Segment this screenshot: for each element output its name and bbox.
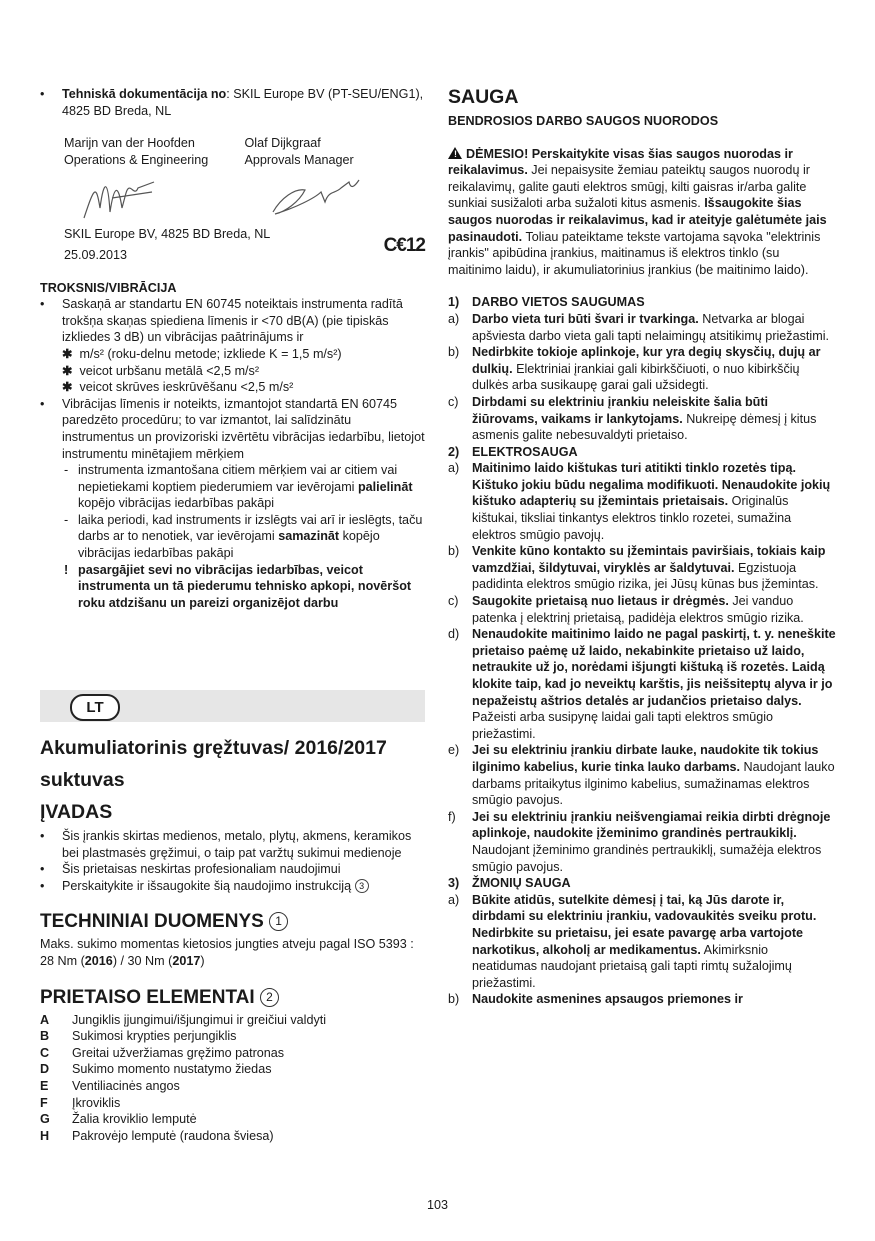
signature-1: [64, 168, 245, 226]
safety-subtitle: BENDROSIOS DARBO SAUGOS NUORODOS: [448, 114, 719, 128]
safety-item-bold: Naudokite asmenines apsaugos priemones ir: [472, 992, 743, 1007]
safety-item-text: Netvarka ar blogai apšviesta darbo vieta gali tapti nelaimingų atsitikimų priežastimi.: [472, 311, 829, 343]
safety-item: [448, 543, 836, 593]
element-key: H: [40, 1128, 50, 1143]
warning-icon: !: [448, 147, 462, 159]
tech-text-e: ): [200, 953, 205, 968]
section-3-list: [448, 892, 836, 1008]
tech-data: [40, 936, 425, 969]
intro-bullet-2-text: Šis prietaisas neskirtas profesionaliam naudojimui: [62, 862, 341, 877]
element-row: [40, 1061, 425, 1078]
ce-mark: C€12: [383, 235, 425, 257]
element-label: Įkroviklis: [72, 1095, 121, 1110]
signer-2: [245, 135, 426, 226]
safety-item: [448, 809, 836, 875]
element-row: [40, 1078, 425, 1095]
safety-item-key: d): [448, 627, 460, 642]
tech-text-d: 2017: [172, 953, 201, 968]
page-number: 103: [426, 1198, 448, 1212]
figure-ref-2: 2: [260, 988, 279, 1007]
safety-item-bold: Nedirbkite tokioje aplinkoje, kur yra degių skysčių, dujų ar dulkių.: [472, 345, 821, 376]
safety-item-key: a): [448, 311, 460, 326]
element-key: D: [40, 1062, 50, 1077]
language-badge: LT: [70, 694, 120, 721]
vib-d2-c: kopējo vibrācijas iedarbības pakāpi: [78, 529, 380, 561]
vib-d2-a: laika periodi, kad instruments ir izslēgts vai arī ir ieslēgts, taču darbs ar to nenotiek, var ievērojami: [78, 512, 423, 544]
right-column: [448, 86, 836, 1008]
asterisk-icon: ✱: [62, 363, 73, 378]
warn-b2: Išsaugokite šias saugos nuorodas ir reikalavimus, kad ir ateityje galėtumėte jais pasinaudoti.: [448, 196, 827, 244]
s1-num: 1): [448, 295, 460, 310]
safety-item: [448, 991, 836, 1008]
tech-heading-row: [40, 908, 425, 936]
safety-item-bold: Nenaudokite maitinimo laido ne pagal paskirtį, t. y. neneškite prietaiso paėmę už laido, nekabinkite prietaiso už laido, netraukite už jo, norėdami išjungti kištuką iš rozetės. Laidą klokite taip, kad jo neveiktų karštis, jis neišsiteptų alyva ir jo nepažeistų aštrios detalės ar judančios prietaiso dalys.: [472, 627, 836, 708]
safety-item: [448, 344, 836, 394]
element-label: Jungiklis įjungimui/išjungimui ir greičiui valdyti: [72, 1012, 327, 1027]
safety-item-key: b): [448, 345, 460, 360]
tech-doc-item: • Tehniskā dokumentācija no: SKIL Europe BV (PT-SEU/ENG1), 4825 BD Breda, NL: [40, 87, 424, 118]
safety-item-key: f): [448, 809, 456, 824]
vibration-dash-1: - instrumenta izmantošana citiem mērķiem vai ar citiem vai nepietiekami koptiem piederumiem var ievērojami palielināt kopējo vibrācijas iedarbības pakāpi: [64, 463, 413, 511]
intro-bullet-3-text: Perskaitykite ir išsaugokite šią naudojimo instrukciją: [62, 878, 352, 893]
lt-section: [40, 732, 425, 1144]
safety-item-key: c): [448, 594, 459, 609]
element-key: F: [40, 1095, 48, 1110]
element-label: Žalia kroviklio lemputė: [72, 1112, 197, 1127]
tech-doc-label: Tehniskā dokumentācija no: [62, 87, 227, 101]
vib-d2-b: samazināt: [278, 529, 340, 544]
element-label: Pakrovėjo lemputė (raudona šviesa): [72, 1128, 274, 1143]
s3-num: 3): [448, 876, 460, 891]
safety-item: [448, 593, 836, 626]
noise-star-1: veicot urbšanu metālā <2,5 m/s²: [76, 363, 260, 378]
asterisk-icon: ✱: [62, 380, 73, 395]
vib-d1-b: palielināt: [357, 479, 413, 494]
element-label: Sukimo momento nustatymo žiedas: [72, 1062, 272, 1077]
intro-bullet-3: • Perskaitykite ir išsaugokite šią naudojimo instrukciją 3: [40, 878, 425, 895]
signer-2-name: Olaf Dijkgraaf: [244, 136, 321, 151]
safety-item-key: b): [448, 992, 460, 1007]
company-address: SKIL Europe BV, 4825 BD Breda, NL: [64, 227, 271, 242]
noise-text: Saskaņā ar standartu EN 60745 noteiktais instrumenta radītā trokšņa skaņas spiediena līmenis ir <70 dB(A) (pie tipiskās izkliedes 3 dB) un vibrācijas paātrinājums ir: [62, 297, 403, 345]
safety-item: [448, 311, 836, 344]
safety-item-bold: Jei su elektriniu įrankiu neišvengiamai reikia dirbti drėgnoje aplinkoje, naudokite įžeminimo grandinės pertraukiklį.: [472, 809, 831, 841]
section-2-list: [448, 460, 836, 875]
tech-heading: TECHNINIAI DUOMENYS: [40, 911, 264, 933]
element-key: A: [40, 1012, 50, 1027]
s2-num: 2): [448, 444, 460, 459]
figure-ref-3: 3: [355, 879, 369, 893]
safety-item-text: Pažeisti arba susipynę laidai gali tapti elektros smūgio priežastimi.: [472, 710, 774, 741]
intro-bullet-1: • Šis įrankis skirtas medienos, metalo, plytų, akmens, keramikos bei plastmasės gręžimui, o taip pat varžtų sukimui medienoje: [40, 828, 425, 861]
vibration-text: Vibrācijas līmenis ir noteikts, izmantojot standartā EN 60745 paredzēto procedūru; to var izmantot, lai salīdzinātu instrumentus un provizoriski izvērtētu vibrācijas iedarbību, lietojot instrumentu minētajiem mērķiem: [62, 396, 425, 461]
warn-t1: Jei nepaisysite žemiau pateiktų saugos nuorodų ir reikalavimų, galite gauti elektros smūgį, kilti gaisras ir/arba galite sunkiai susižaloti arba sužaloti kitus asmenis.: [448, 163, 810, 211]
safety-item-text: Elektriniai įrankiai gali kibirkščiuoti, o nuo kibirkščių dulkės arba susikaupę garai gali užsidegti.: [472, 361, 800, 393]
signature-2: [245, 168, 426, 226]
safety-item-bold: Būkite atidūs, sutelkite dėmesį į tai, ką Jūs darote ir, dirbdami su elektriniu įrankiu, vadovaukitės sveiku protu. Nedirbkite su prietaisu, jei esate pavargę arba vartojote narkotikus, alkoholį ar medikamentus.: [472, 892, 817, 957]
element-label: Ventiliacinės angos: [72, 1078, 180, 1093]
section-2-heading: [448, 444, 836, 461]
figure-ref-1: 1: [269, 912, 288, 931]
element-row: [40, 1095, 425, 1112]
element-key: C: [40, 1045, 50, 1060]
elements-heading: PRIETAISO ELEMENTAI: [40, 986, 255, 1008]
tech-text-b: 2016: [84, 953, 113, 968]
safety-item-text: Nukreipę dėmesį į kitus asmenis galite nebesuvaldyti prietaiso.: [472, 411, 817, 443]
safety-item: [448, 892, 836, 992]
vibration-exclaim: ! pasargājiet sevi no vibrācijas iedarbības, veicot instrumenta un tā piederumu tehnisko apkopi, novēršot roku atdzišanu un pareizi organizējot darbu: [64, 562, 412, 610]
safety-item-text: Naudojant lauko darbams pritaikytus ilginimo kabelius, sumažinamas elektros smūgio pavojus.: [472, 759, 835, 808]
safety-item: [448, 460, 836, 543]
safety-item: [448, 742, 836, 808]
s3-title: ŽMONIŲ SAUGA: [472, 876, 571, 891]
tech-doc-text: : SKIL Europe BV (PT-SEU/ENG1), 4825 BD Breda, NL: [62, 87, 424, 118]
noise-item: • Saskaņā ar standartu EN 60745 noteiktais instrumenta radītā trokšņa skaņas spiediena līmenis ir <70 dB(A) (pie tipiskās izkliedes 3 dB) un vibrācijas paātrinājums ir ✱ m/s² (roku-delnu metode; izkliede K = 1,5 m/s²) ✱ veicot urbšanu metālā <2,5 m/s² ✱ veicot skrūves ieskrūvēšanu <2,5 m/s²: [40, 297, 403, 395]
element-row: [40, 1012, 425, 1029]
element-label: Sukimosi krypties perjungiklis: [72, 1029, 237, 1044]
vib-d1-c: kopējo vibrācijas iedarbības pakāpi: [78, 496, 275, 511]
s1-title: DARBO VIETOS SAUGUMAS: [472, 295, 645, 310]
element-row: [40, 1111, 425, 1128]
safety-item-text: Akimirksnio neatidumas naudojant prietaisą gali tapti rimtų sužalojimų priežastimi.: [472, 942, 792, 990]
intro-bullet-2: • Šis prietaisas neskirtas profesionaliam naudojimui: [40, 862, 341, 877]
intro-heading: ĮVADAS: [40, 801, 113, 823]
safety-item-key: a): [448, 461, 460, 476]
signer-1: [64, 135, 245, 226]
safety-item-bold: Jei su elektriniu įrankiu dirbate lauke, naudokite tik tokius ilginimo kabelius, kurie tinka lauko darbams.: [472, 743, 819, 774]
safety-item-key: e): [448, 743, 460, 758]
safety-item-key: b): [448, 544, 460, 559]
date: 25.09.2013: [64, 247, 128, 262]
company-block: [64, 226, 425, 263]
warn-t2: Toliau pateiktame tekste vartojama sąvoka "elektrinis įrankis" apibūdina įrankius, maitinamus iš elektros tinklo (su maitinimo laidu), ir akumuliatorinius įrankius (be maitinimo laido).: [448, 229, 821, 277]
safety-item-bold: Darbo vieta turi būti švari ir tvarkinga.: [472, 311, 699, 326]
product-title-1: Akumuliatorinis gręžtuvas/ 2016/2017: [40, 737, 387, 759]
element-row: [40, 1045, 425, 1062]
element-key: G: [40, 1112, 50, 1127]
product-title-2: suktuvas: [40, 769, 125, 791]
safety-title: SAUGA: [448, 86, 519, 108]
safety-item-bold: Venkite kūno kontakto su įžemintais paviršiais, tokiais kaip vamzdžiai, šildytuvai, viryklės ar šaldytuvai.: [472, 544, 826, 575]
element-key: B: [40, 1029, 50, 1044]
signer-2-title: Approvals Manager: [244, 152, 354, 167]
elements-heading-row: [40, 984, 425, 1012]
asterisk-icon: ✱: [62, 346, 73, 361]
safety-item-key: c): [448, 394, 459, 409]
tech-text-a: Maks. sukimo momentas kietosios jungties atveju pagal ISO 5393 : 28 Nm (: [40, 937, 414, 968]
safety-item: [448, 626, 836, 742]
element-row: [40, 1028, 425, 1045]
signer-1-name: Marijn van der Hoofden: [64, 136, 195, 151]
vibration-item: • Vibrācijas līmenis ir noteikts, izmantojot standartā EN 60745 paredzēto procedūru; to var izmantot, lai salīdzinātu instrumentus un provizoriski izvērtētu vibrācijas iedarbību, lietojot instrumentu minētajiem mērķiem: [40, 396, 425, 461]
safety-item-text: Originalūs kištukai, tiksliai tinkantys elektros tinklo rozetei, sumažina elektros smūgio pavojų.: [472, 494, 792, 542]
intro-bullet-1-text: Šis įrankis skirtas medienos, metalo, plytų, akmens, keramikos bei plastmasės gręžimui, o taip pat varžtų sukimui medienoje: [62, 829, 412, 860]
section-1-list: [448, 311, 836, 444]
vibration-dash-2: - laika periodi, kad instruments ir izslēgts vai arī ir ieslēgts, taču darbs ar to nenotiek, var ievērojami samazināt kopējo vibrācijas iedarbības pakāpi: [64, 512, 423, 561]
safety-item-text: Naudojant įžeminimo grandinės pertraukiklį, sumažėja elektros smūgio pavojus.: [472, 842, 822, 874]
signers: [64, 135, 425, 226]
signer-1-title: Operations & Engineering: [64, 152, 209, 167]
vib-excl-text: pasargājiet sevi no vibrācijas iedarbības, veicot instrumenta un tā piederumu tehnisko apkopi, novēršot roku atdzišanu un pareizi organizējot darbu: [78, 562, 412, 610]
element-key: E: [40, 1078, 49, 1093]
section-3-heading: [448, 875, 836, 892]
safety-item-key: a): [448, 892, 460, 907]
warn-b1: DĖMESIO! Perskaitykite visas šias saugos nuorodas ir reikalavimus.: [448, 146, 793, 178]
noise-text-cont: m/s² (roku-delnu metode; izkliede K = 1,5 m/s²): [76, 346, 342, 361]
s2-title: ELEKTROSAUGA: [472, 444, 578, 459]
tech-text-c: ) / 30 Nm (: [112, 953, 173, 968]
noise-star-2: veicot skrūves ieskrūvēšanu <2,5 m/s²: [76, 380, 294, 395]
safety-item-bold: Maitinimo laido kištukas turi atitikti tinklo rozetės tipą. Kištuko jokiu būdu negalima modifikuoti. Nenaudokite jokių kištuko adapterių su įžemintais prietaisais.: [472, 461, 831, 509]
vib-d1-a: instrumenta izmantošana citiem mērķiem vai ar citiem vai nepietiekami koptiem piederumiem var ievērojami: [78, 463, 398, 494]
language-band: [40, 690, 425, 722]
safety-item-bold: Dirbdami su elektriniu įrankiu neleiskite šalia būti žiūrovams, vaikams ir lankytojams.: [472, 394, 769, 426]
section-1-heading: [448, 294, 836, 311]
noise-heading: TROKSNIS/VIBRĀCIJA: [40, 280, 177, 295]
left-column: [40, 86, 425, 611]
warning-paragraph: [448, 146, 836, 279]
elements-list: [40, 1012, 425, 1145]
safety-item-bold: Saugokite prietaisą nuo lietaus ir drėgmės.: [472, 594, 729, 609]
safety-item-text: Jei vanduo patenka į elektrinį prietaisą, padidėja elektros smūgio rizika.: [472, 594, 804, 625]
element-label: Greitai užveržiamas gręžimo patronas: [72, 1045, 285, 1060]
safety-item-text: Egzistuoja padidinta elektros smūgio rizika, jei Jūsų kūnas bus įžemintas.: [472, 560, 819, 592]
element-row: [40, 1128, 425, 1145]
safety-item: [448, 394, 836, 444]
